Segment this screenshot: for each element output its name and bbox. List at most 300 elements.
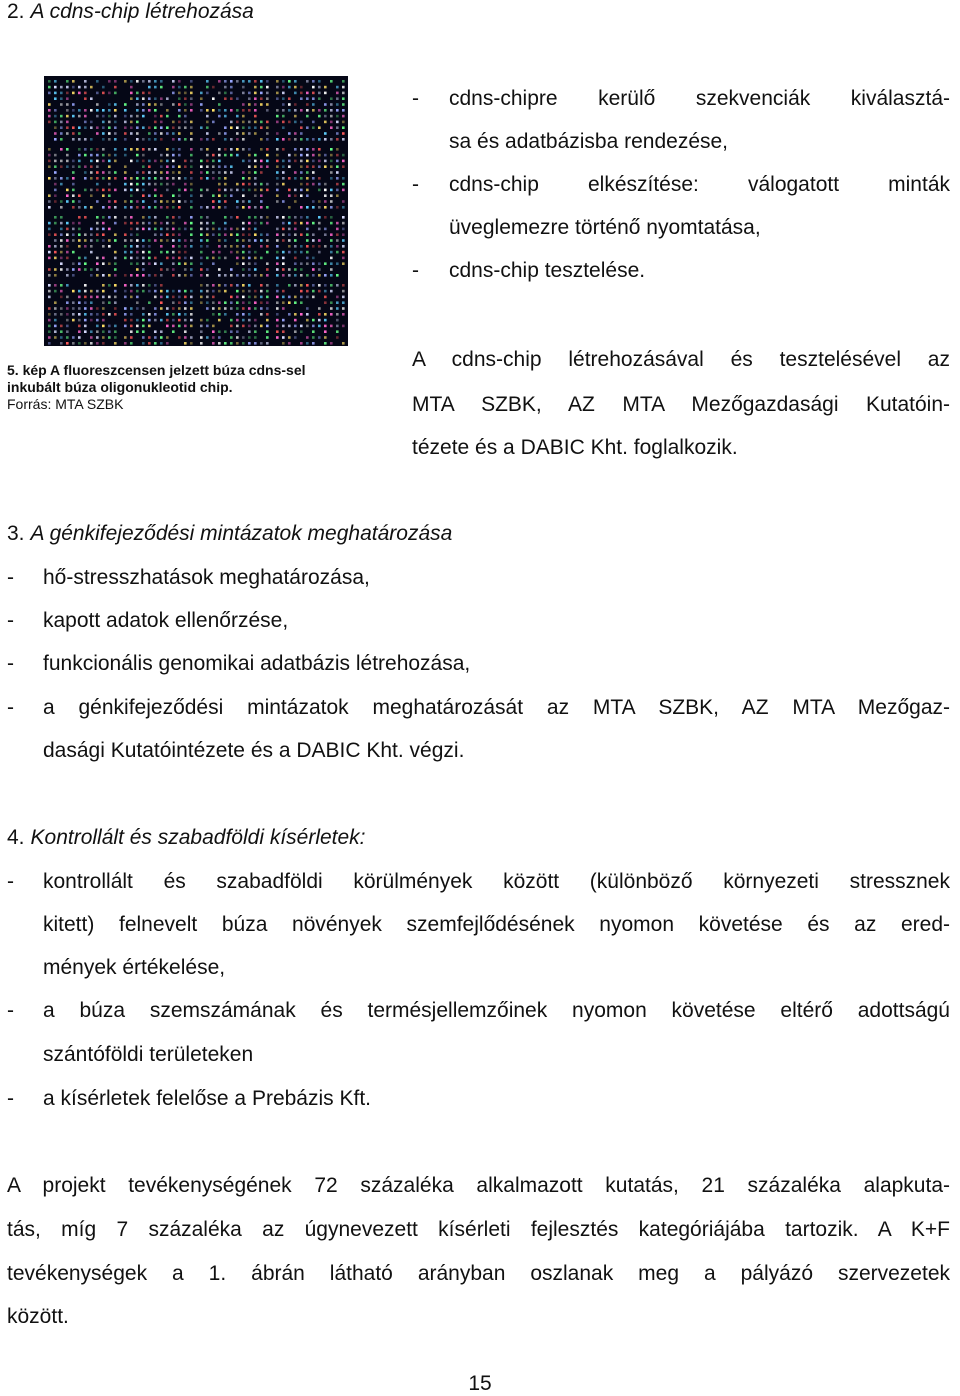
- chip-spot: [306, 313, 309, 316]
- chip-spot: [66, 126, 69, 129]
- chip-spot: [190, 200, 193, 203]
- chip-spot: [108, 313, 111, 316]
- chip-spot: [72, 126, 75, 129]
- chip-spot: [142, 262, 145, 265]
- chip-spot: [318, 126, 321, 129]
- chip-spot: [96, 233, 99, 236]
- chip-spot: [184, 200, 187, 203]
- chip-spot: [206, 92, 209, 95]
- chip-spot: [66, 80, 69, 83]
- chip-spot: [142, 103, 145, 106]
- chip-spot: [114, 251, 117, 254]
- chip-spot: [330, 194, 333, 197]
- chip-spot: [224, 228, 227, 231]
- chip-spot: [66, 274, 69, 277]
- chip-spot: [336, 109, 339, 112]
- chip-spot: [178, 165, 181, 168]
- chip-spot: [142, 138, 145, 141]
- chip-spot: [114, 177, 117, 180]
- chip-spot: [300, 165, 303, 168]
- chip-spot: [48, 325, 51, 328]
- chip-spot: [336, 301, 339, 304]
- chip-spot: [190, 165, 193, 168]
- chip-spot: [124, 222, 127, 225]
- chip-spot: [130, 216, 133, 219]
- chip-spot: [60, 268, 63, 271]
- chip-spot: [218, 239, 221, 242]
- chip-spot: [160, 171, 163, 174]
- chip-spot: [102, 296, 105, 299]
- chip-spot: [60, 239, 63, 242]
- chip-spot: [142, 342, 145, 345]
- chip-spot: [324, 284, 327, 287]
- chip-spot: [254, 189, 257, 192]
- chip-spot: [212, 251, 215, 254]
- chip-spot: [212, 342, 215, 345]
- chip-spot: [312, 92, 315, 95]
- chip-spot: [300, 262, 303, 265]
- chip-spot: [60, 336, 63, 339]
- chip-spot: [342, 121, 345, 124]
- chip-spot: [148, 138, 151, 141]
- chip-spot: [330, 307, 333, 310]
- chip-spot: [200, 171, 203, 174]
- chip-spot: [78, 216, 81, 219]
- figure-caption: [7, 362, 387, 413]
- chip-spot: [102, 126, 105, 129]
- chip-spot: [124, 233, 127, 236]
- chip-spot: [130, 245, 133, 248]
- chip-spot: [184, 92, 187, 95]
- chip-spot: [306, 290, 309, 293]
- chip-spot: [172, 86, 175, 89]
- chip-spot: [160, 319, 163, 322]
- chip-spot: [54, 160, 57, 163]
- chip-spot: [236, 262, 239, 265]
- chip-spot: [54, 177, 57, 180]
- chip-spot: [136, 268, 139, 271]
- chip-spot: [266, 154, 269, 157]
- chip-spot: [266, 132, 269, 135]
- chip-spot: [184, 126, 187, 129]
- chip-spot: [276, 80, 279, 83]
- chip-spot: [324, 92, 327, 95]
- chip-spot: [48, 103, 51, 106]
- chip-spot: [84, 239, 87, 242]
- chip-spot: [124, 319, 127, 322]
- chip-spot: [48, 342, 51, 345]
- chip-spot: [114, 336, 117, 339]
- chip-spot: [78, 301, 81, 304]
- chip-spot: [60, 313, 63, 316]
- chip-spot: [276, 325, 279, 328]
- chip-spot: [242, 257, 245, 260]
- chip-spot: [190, 307, 193, 310]
- chip-spot: [160, 132, 163, 135]
- chip-spot: [102, 342, 105, 345]
- chip-spot: [114, 92, 117, 95]
- chip-spot: [148, 216, 151, 219]
- chip-spot: [306, 206, 309, 209]
- chip-spot: [242, 148, 245, 151]
- chip-spot: [166, 115, 169, 118]
- chip-spot: [72, 109, 75, 112]
- chip-spot: [206, 126, 209, 129]
- chip-spot: [236, 257, 239, 260]
- chip-spot: [190, 80, 193, 83]
- chip-spot: [300, 97, 303, 100]
- chip-spot: [102, 206, 105, 209]
- chip-spot: [130, 296, 133, 299]
- chip-spot: [78, 138, 81, 141]
- chip-spot: [324, 274, 327, 277]
- chip-spot: [212, 154, 215, 157]
- chip-spot: [178, 228, 181, 231]
- chip-spot: [342, 183, 345, 186]
- chip-spot: [190, 336, 193, 339]
- chip-spot: [172, 233, 175, 236]
- chip-spot: [114, 171, 117, 174]
- chip-spot: [282, 319, 285, 322]
- chip-spot: [136, 171, 139, 174]
- chip-spot: [300, 325, 303, 328]
- chip-spot: [224, 138, 227, 141]
- chip-spot: [96, 262, 99, 265]
- chip-spot: [54, 222, 57, 225]
- chip-spot: [142, 330, 145, 333]
- chip-spot: [324, 115, 327, 118]
- chip-spot: [136, 121, 139, 124]
- chip-spot: [90, 109, 93, 112]
- chip-spot: [178, 301, 181, 304]
- chip-spot: [318, 262, 321, 265]
- chip-spot: [312, 97, 315, 100]
- chip-spot: [124, 183, 127, 186]
- chip-spot: [78, 330, 81, 333]
- chip-spot: [300, 233, 303, 236]
- chip-spot: [184, 228, 187, 231]
- chip-spot: [172, 92, 175, 95]
- chip-spot: [148, 342, 151, 345]
- bullet-dash: -: [412, 173, 419, 196]
- chip-spot: [282, 325, 285, 328]
- chip-spot: [184, 115, 187, 118]
- chip-spot: [342, 160, 345, 163]
- chip-spot: [200, 177, 203, 180]
- chip-spot: [248, 268, 251, 271]
- chip-spot: [66, 307, 69, 310]
- chip-spot: [142, 245, 145, 248]
- chip-spot: [90, 245, 93, 248]
- chip-spot: [266, 319, 269, 322]
- chip-spot: [160, 330, 163, 333]
- chip-spot: [184, 274, 187, 277]
- chip-spot: [190, 290, 193, 293]
- chip-spot: [96, 115, 99, 118]
- chip-spot: [60, 97, 63, 100]
- chip-spot: [336, 313, 339, 316]
- chip-spot: [178, 233, 181, 236]
- chip-spot: [190, 319, 193, 322]
- chip-spot: [78, 239, 81, 242]
- chip-spot: [166, 325, 169, 328]
- chip-spot: [318, 154, 321, 157]
- chip-spot: [154, 126, 157, 129]
- chip-spot: [254, 115, 257, 118]
- chip-spot: [172, 325, 175, 328]
- chip-spot: [236, 148, 239, 151]
- chip-spot: [236, 206, 239, 209]
- chip-spot: [324, 200, 327, 203]
- chip-spot: [242, 233, 245, 236]
- chip-spot: [336, 206, 339, 209]
- chip-spot: [342, 257, 345, 260]
- chip-spot: [84, 262, 87, 265]
- chip-spot: [312, 296, 315, 299]
- chip-spot: [108, 194, 111, 197]
- chip-spot: [306, 233, 309, 236]
- chip-spot: [212, 200, 215, 203]
- chip-spot: [172, 126, 175, 129]
- chip-spot: [148, 165, 151, 168]
- chip-spot: [48, 177, 51, 180]
- chip-spot: [90, 233, 93, 236]
- chip-spot: [114, 206, 117, 209]
- chip-spot: [200, 274, 203, 277]
- chip-spot: [312, 206, 315, 209]
- chip-spot: [60, 245, 63, 248]
- chip-spot: [48, 200, 51, 203]
- chip-spot: [114, 268, 117, 271]
- chip-spot: [294, 251, 297, 254]
- chip-spot: [336, 233, 339, 236]
- chip-spot: [288, 313, 291, 316]
- chip-spot: [260, 126, 263, 129]
- chip-spot: [124, 165, 127, 168]
- chip-spot: [294, 80, 297, 83]
- chip-spot: [102, 336, 105, 339]
- chip-spot: [330, 216, 333, 219]
- chip-spot: [254, 325, 257, 328]
- chip-spot: [160, 115, 163, 118]
- chip-spot: [166, 239, 169, 242]
- chip-spot: [154, 148, 157, 151]
- chip-spot: [266, 80, 269, 83]
- chip-spot: [230, 97, 233, 100]
- chip-spot: [224, 148, 227, 151]
- chip-spot: [96, 171, 99, 174]
- chip-spot: [218, 177, 221, 180]
- chip-spot: [342, 228, 345, 231]
- chip-spot: [54, 126, 57, 129]
- chip-spot: [160, 268, 163, 271]
- chip-spot: [294, 284, 297, 287]
- chip-spot: [330, 268, 333, 271]
- chip-spot: [84, 342, 87, 345]
- chip-spot: [282, 330, 285, 333]
- chip-spot: [248, 342, 251, 345]
- chip-spot: [102, 307, 105, 310]
- chip-spot: [130, 262, 133, 265]
- chip-spot: [160, 284, 163, 287]
- chip-spot: [288, 296, 291, 299]
- chip-spot: [124, 121, 127, 124]
- chip-spot: [330, 148, 333, 151]
- chip-spot: [160, 80, 163, 83]
- chip-spot: [230, 126, 233, 129]
- chip-spot: [282, 257, 285, 260]
- chip-spot: [312, 284, 315, 287]
- chip-spot: [330, 342, 333, 345]
- chip-spot: [212, 233, 215, 236]
- chip-spot: [72, 319, 75, 322]
- chip-spot: [288, 251, 291, 254]
- chip-spot: [276, 160, 279, 163]
- chip-spot: [312, 177, 315, 180]
- chip-spot: [84, 301, 87, 304]
- chip-spot: [114, 222, 117, 225]
- chip-spot: [102, 160, 105, 163]
- chip-spot: [178, 313, 181, 316]
- chip-spot: [108, 80, 111, 83]
- chip-spot: [130, 121, 133, 124]
- chip-spot: [336, 171, 339, 174]
- chip-spot: [330, 121, 333, 124]
- chip-spot: [212, 290, 215, 293]
- chip-spot: [108, 200, 111, 203]
- chip-spot: [282, 296, 285, 299]
- chip-spot: [166, 126, 169, 129]
- chip-spot: [276, 92, 279, 95]
- chip-spot: [318, 325, 321, 328]
- chip-spot: [266, 290, 269, 293]
- chip-spot: [172, 165, 175, 168]
- chip-spot: [190, 194, 193, 197]
- chip-spot: [336, 132, 339, 135]
- chip-spot: [266, 301, 269, 304]
- chip-spot: [324, 160, 327, 163]
- chip-spot: [212, 206, 215, 209]
- chip-spot: [172, 257, 175, 260]
- chip-spot: [342, 301, 345, 304]
- chip-spot: [230, 154, 233, 157]
- chip-spot: [230, 80, 233, 83]
- chip-spot: [48, 284, 51, 287]
- chip-spot: [266, 313, 269, 316]
- chip-spot: [60, 233, 63, 236]
- chip-spot: [154, 109, 157, 112]
- chip-spot: [178, 290, 181, 293]
- chip-spot: [96, 325, 99, 328]
- chip-spot: [178, 319, 181, 322]
- chip-spot: [342, 245, 345, 248]
- chip-spot: [160, 194, 163, 197]
- chip-spot: [72, 189, 75, 192]
- chip-spot: [90, 290, 93, 293]
- s3-b4-l1: a génkifejeződési mintázatok meghatározását az MTA SZBK, AZ MTA Mezőgaz-: [43, 696, 950, 719]
- chip-spot: [312, 109, 315, 112]
- chip-spot: [148, 86, 151, 89]
- chip-spot: [300, 132, 303, 135]
- chip-spot: [60, 148, 63, 151]
- chip-spot: [300, 171, 303, 174]
- chip-spot: [312, 86, 315, 89]
- chip-spot: [342, 290, 345, 293]
- chip-spot: [318, 109, 321, 112]
- chip-spot: [342, 200, 345, 203]
- chip-spot: [90, 336, 93, 339]
- chip-spot: [254, 307, 257, 310]
- bullet-dash: -: [7, 999, 14, 1022]
- chip-spot: [342, 132, 345, 135]
- chip-spot: [224, 233, 227, 236]
- chip-spot: [172, 132, 175, 135]
- chip-spot: [190, 296, 193, 299]
- chip-spot: [124, 189, 127, 192]
- chip-spot: [300, 268, 303, 271]
- chip-spot: [190, 262, 193, 265]
- chip-spot: [336, 319, 339, 322]
- chip-spot: [248, 336, 251, 339]
- chip-spot: [84, 268, 87, 271]
- chip-spot: [230, 325, 233, 328]
- chip-spot: [72, 239, 75, 242]
- chip-spot: [206, 301, 209, 304]
- chip-spot: [306, 274, 309, 277]
- chip-spot: [200, 336, 203, 339]
- chip-spot: [242, 222, 245, 225]
- chip-spot: [306, 262, 309, 265]
- chip-spot: [248, 171, 251, 174]
- chip-spot: [148, 171, 151, 174]
- chip-spot: [66, 233, 69, 236]
- chip-spot: [294, 233, 297, 236]
- chip-spot: [312, 325, 315, 328]
- chip-spot: [48, 160, 51, 163]
- chip-spot: [96, 274, 99, 277]
- chip-spot: [324, 245, 327, 248]
- chip-spot: [178, 325, 181, 328]
- chip-spot: [230, 92, 233, 95]
- chip-spot: [306, 336, 309, 339]
- chip-spot: [318, 200, 321, 203]
- chip-spot: [206, 138, 209, 141]
- chip-spot: [66, 336, 69, 339]
- chip-spot: [66, 325, 69, 328]
- chip-spot: [108, 284, 111, 287]
- chip-spot: [336, 154, 339, 157]
- chip-spot: [236, 239, 239, 242]
- chip-spot: [318, 319, 321, 322]
- chip-spot: [236, 233, 239, 236]
- chip-spot: [236, 296, 239, 299]
- chip-spot: [148, 92, 151, 95]
- chip-spot: [212, 86, 215, 89]
- chip-spot: [166, 97, 169, 100]
- chip-spot: [260, 171, 263, 174]
- chip-spot: [200, 138, 203, 141]
- chip-spot: [54, 92, 57, 95]
- chip-spot: [200, 296, 203, 299]
- chip-spot: [288, 284, 291, 287]
- chip-spot: [288, 336, 291, 339]
- chip-spot: [72, 160, 75, 163]
- chip-spot: [330, 262, 333, 265]
- chip-spot: [136, 245, 139, 248]
- chip-spot: [96, 216, 99, 219]
- chip-spot: [218, 257, 221, 260]
- chip-spot: [282, 97, 285, 100]
